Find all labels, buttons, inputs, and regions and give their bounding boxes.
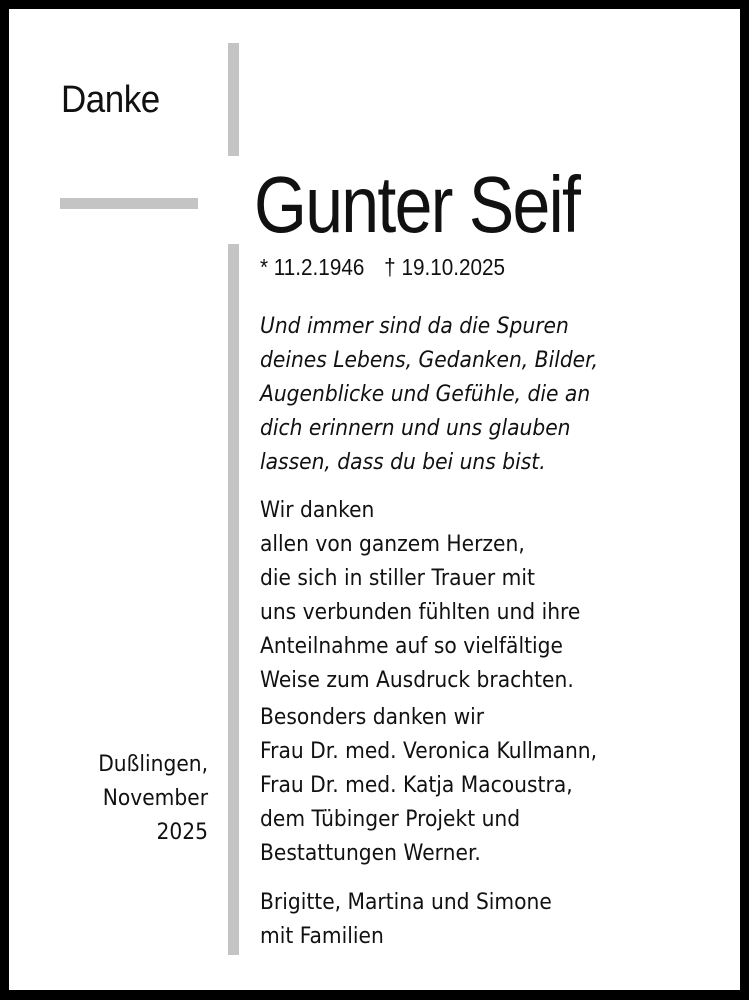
heading-danke: Danke	[61, 79, 160, 121]
thanks-line: Anteilnahme auf so vielfältige	[260, 633, 563, 659]
special-thanks	[260, 700, 635, 870]
signers-line: Brigitte, Martina und Simone	[260, 889, 552, 915]
thanks-line: Wir danken	[260, 497, 375, 523]
place-line: 2025	[156, 819, 208, 845]
special-thanks-line: Bestattungen Werner.	[260, 840, 481, 866]
special-thanks-line: Besonders danken wir	[260, 704, 485, 730]
special-thanks-line: dem Tübinger Projekt und	[260, 806, 521, 832]
place-and-date	[86, 747, 208, 849]
place-line: November	[102, 785, 208, 811]
poem-line: deines Lebens, Gedanken, Bilder,	[260, 347, 599, 373]
cross-vertical-top	[228, 43, 239, 156]
signers	[260, 885, 584, 953]
obituary-card	[9, 9, 740, 990]
special-thanks-line: Frau Dr. med. Veronica Kullmann,	[260, 738, 598, 764]
poem-line: dich erinnern und uns glauben	[260, 415, 571, 441]
thanks-line: uns verbunden fühlten und ihre	[260, 599, 581, 625]
cross-vertical-bottom	[228, 244, 239, 955]
poem	[260, 309, 636, 479]
death-date: 19.10.2025	[401, 254, 506, 280]
thanks-text	[260, 493, 616, 697]
poem-line: Und immer sind da die Spuren	[260, 313, 569, 339]
cross-horizontal	[60, 198, 198, 209]
life-dates	[260, 254, 505, 281]
deceased-name: Gunter Seif	[254, 160, 580, 249]
birth-date: 11.2.1946	[273, 254, 365, 280]
signers-line: mit Familien	[260, 923, 384, 949]
death-cross-icon: †	[384, 254, 396, 280]
place-line: Dußlingen,	[98, 751, 208, 777]
special-thanks-line: Frau Dr. med. Katja Macoustra,	[260, 772, 573, 798]
poem-line: Augenblicke und Gefühle, die an	[260, 381, 591, 407]
poem-line: lassen, dass du bei uns bist.	[260, 449, 546, 475]
thanks-line: allen von ganzem Herzen,	[260, 531, 525, 557]
thanks-line: Weise zum Ausdruck brachten.	[260, 667, 574, 693]
birth-star-icon: *	[260, 254, 269, 280]
thanks-line: die sich in stiller Trauer mit	[260, 565, 535, 591]
